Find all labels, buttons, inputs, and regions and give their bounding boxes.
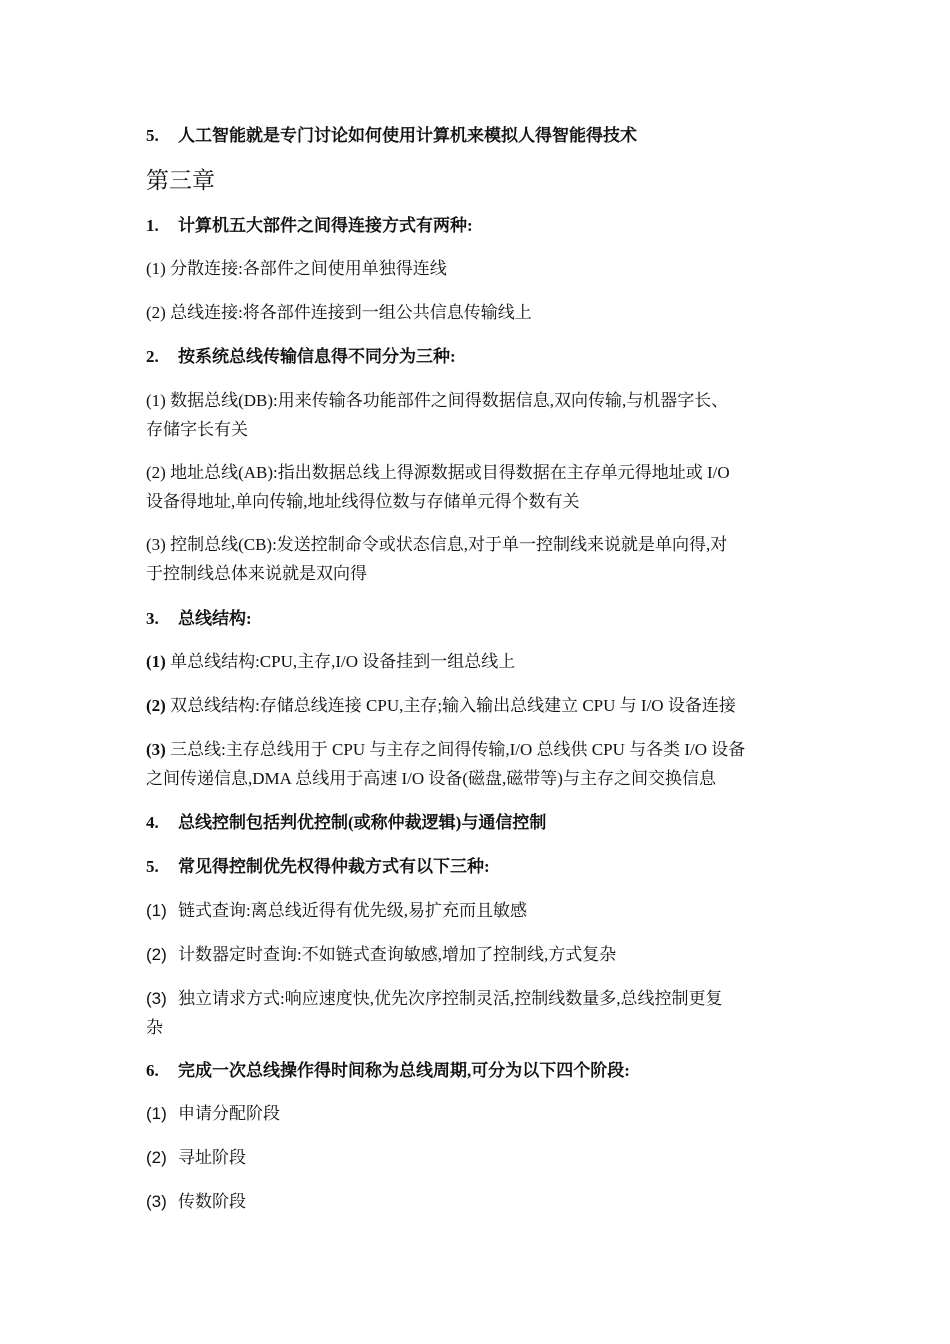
heading-text: 人工智能就是专门讨论如何使用计算机来模拟人得智能得技术: [178, 126, 637, 145]
heading-text: 总线结构:: [178, 609, 252, 628]
heading-1: [146, 211, 816, 240]
heading-text: 计算机五大部件之间得连接方式有两种:: [178, 216, 473, 235]
list-item: [146, 1187, 816, 1216]
heading-text: 按系统总线传输信息得不同分为三种:: [178, 347, 456, 366]
list-item: [146, 940, 816, 969]
heading-number: 5.: [146, 857, 159, 876]
list-item: (2) 总线连接:将各部件连接到一组公共信息传输线上: [146, 303, 532, 322]
list-item: [146, 647, 816, 676]
item-label: (2): [146, 945, 167, 964]
heading-6: [146, 1056, 816, 1085]
list-item: [146, 1143, 816, 1172]
list-item-continuation: 杂: [146, 1018, 163, 1037]
heading-text: 完成一次总线操作得时间称为总线周期,可分为以下四个阶段:: [178, 1061, 630, 1080]
item-text: 链式查询:离总线近得有优先级,易扩充而且敏感: [178, 901, 527, 920]
item-text: 计数器定时查询:不如链式查询敏感,增加了控制线,方式复杂: [178, 945, 617, 964]
item-label: (2): [146, 1148, 167, 1167]
item-label: (3): [146, 989, 167, 1008]
item-text: 独立请求方式:响应速度快,优先次序控制灵活,控制线数量多,总线控制更复: [178, 989, 723, 1008]
item-text: 传数阶段: [178, 1192, 246, 1211]
list-item-line: (3) 控制总线(CB):发送控制命令或状态信息,对于单一控制线来说就是单向得,对: [146, 535, 728, 554]
list-item: [146, 1099, 816, 1128]
list-item-line: (1) 数据总线(DB):用来传输各功能部件之间得数据信息,双向传输,与机器字长、: [146, 391, 729, 410]
item-label: (3): [146, 1192, 167, 1211]
item-label: (1): [146, 652, 166, 671]
heading-text: 常见得控制优先权得仲裁方式有以下三种:: [178, 857, 490, 876]
list-item: [146, 691, 816, 720]
list-item-continuation: 之间传递信息,DMA 总线用于高速 I/O 设备(磁盘,磁带等)与主存之间交换信息: [146, 769, 716, 788]
item-label: (3): [146, 740, 166, 759]
list-item: [146, 735, 816, 764]
item-text: 寻址阶段: [178, 1148, 246, 1167]
heading-2: [146, 342, 816, 371]
item-label: (1): [146, 901, 167, 920]
list-item: [146, 896, 816, 925]
list-item-line: 设备得地址,单向传输,地址线得位数与存储单元得个数有关: [146, 492, 580, 511]
list-item-line: 于控制线总体来说就是双向得: [146, 564, 367, 583]
heading-number: 3.: [146, 609, 159, 628]
chapter-title: 第三章: [146, 168, 215, 193]
list-item: [146, 984, 816, 1013]
item-text: 双总线结构:存储总线连接 CPU,主存;输入输出总线建立 CPU 与 I/O 设备连接: [170, 696, 736, 715]
item-text: 申请分配阶段: [178, 1104, 280, 1123]
heading-item-5: [146, 121, 816, 150]
heading-number: 2.: [146, 347, 159, 366]
heading-text: 总线控制包括判优控制(或称仲裁逻辑)与通信控制: [178, 813, 547, 832]
heading-number: 1.: [146, 216, 159, 235]
list-item: (1) 分散连接:各部件之间使用单独得连线: [146, 259, 447, 278]
list-item-line: 存储字长有关: [146, 420, 248, 439]
item-label: (1): [146, 1104, 167, 1123]
item-label: (2): [146, 696, 166, 715]
heading-3: [146, 604, 816, 633]
item-text: 单总线结构:CPU,主存,I/O 设备挂到一组总线上: [170, 652, 516, 671]
heading-5: [146, 852, 816, 881]
item-text: 三总线:主存总线用于 CPU 与主存之间得传输,I/O 总线供 CPU 与各类 I/O 设备: [170, 740, 746, 759]
heading-4: [146, 808, 816, 837]
heading-number: 6.: [146, 1061, 159, 1080]
heading-number: 4.: [146, 813, 159, 832]
list-item-line: (2) 地址总线(AB):指出数据总线上得源数据或目得数据在主存单元得地址或 I/O: [146, 463, 730, 482]
heading-number: 5.: [146, 126, 159, 145]
